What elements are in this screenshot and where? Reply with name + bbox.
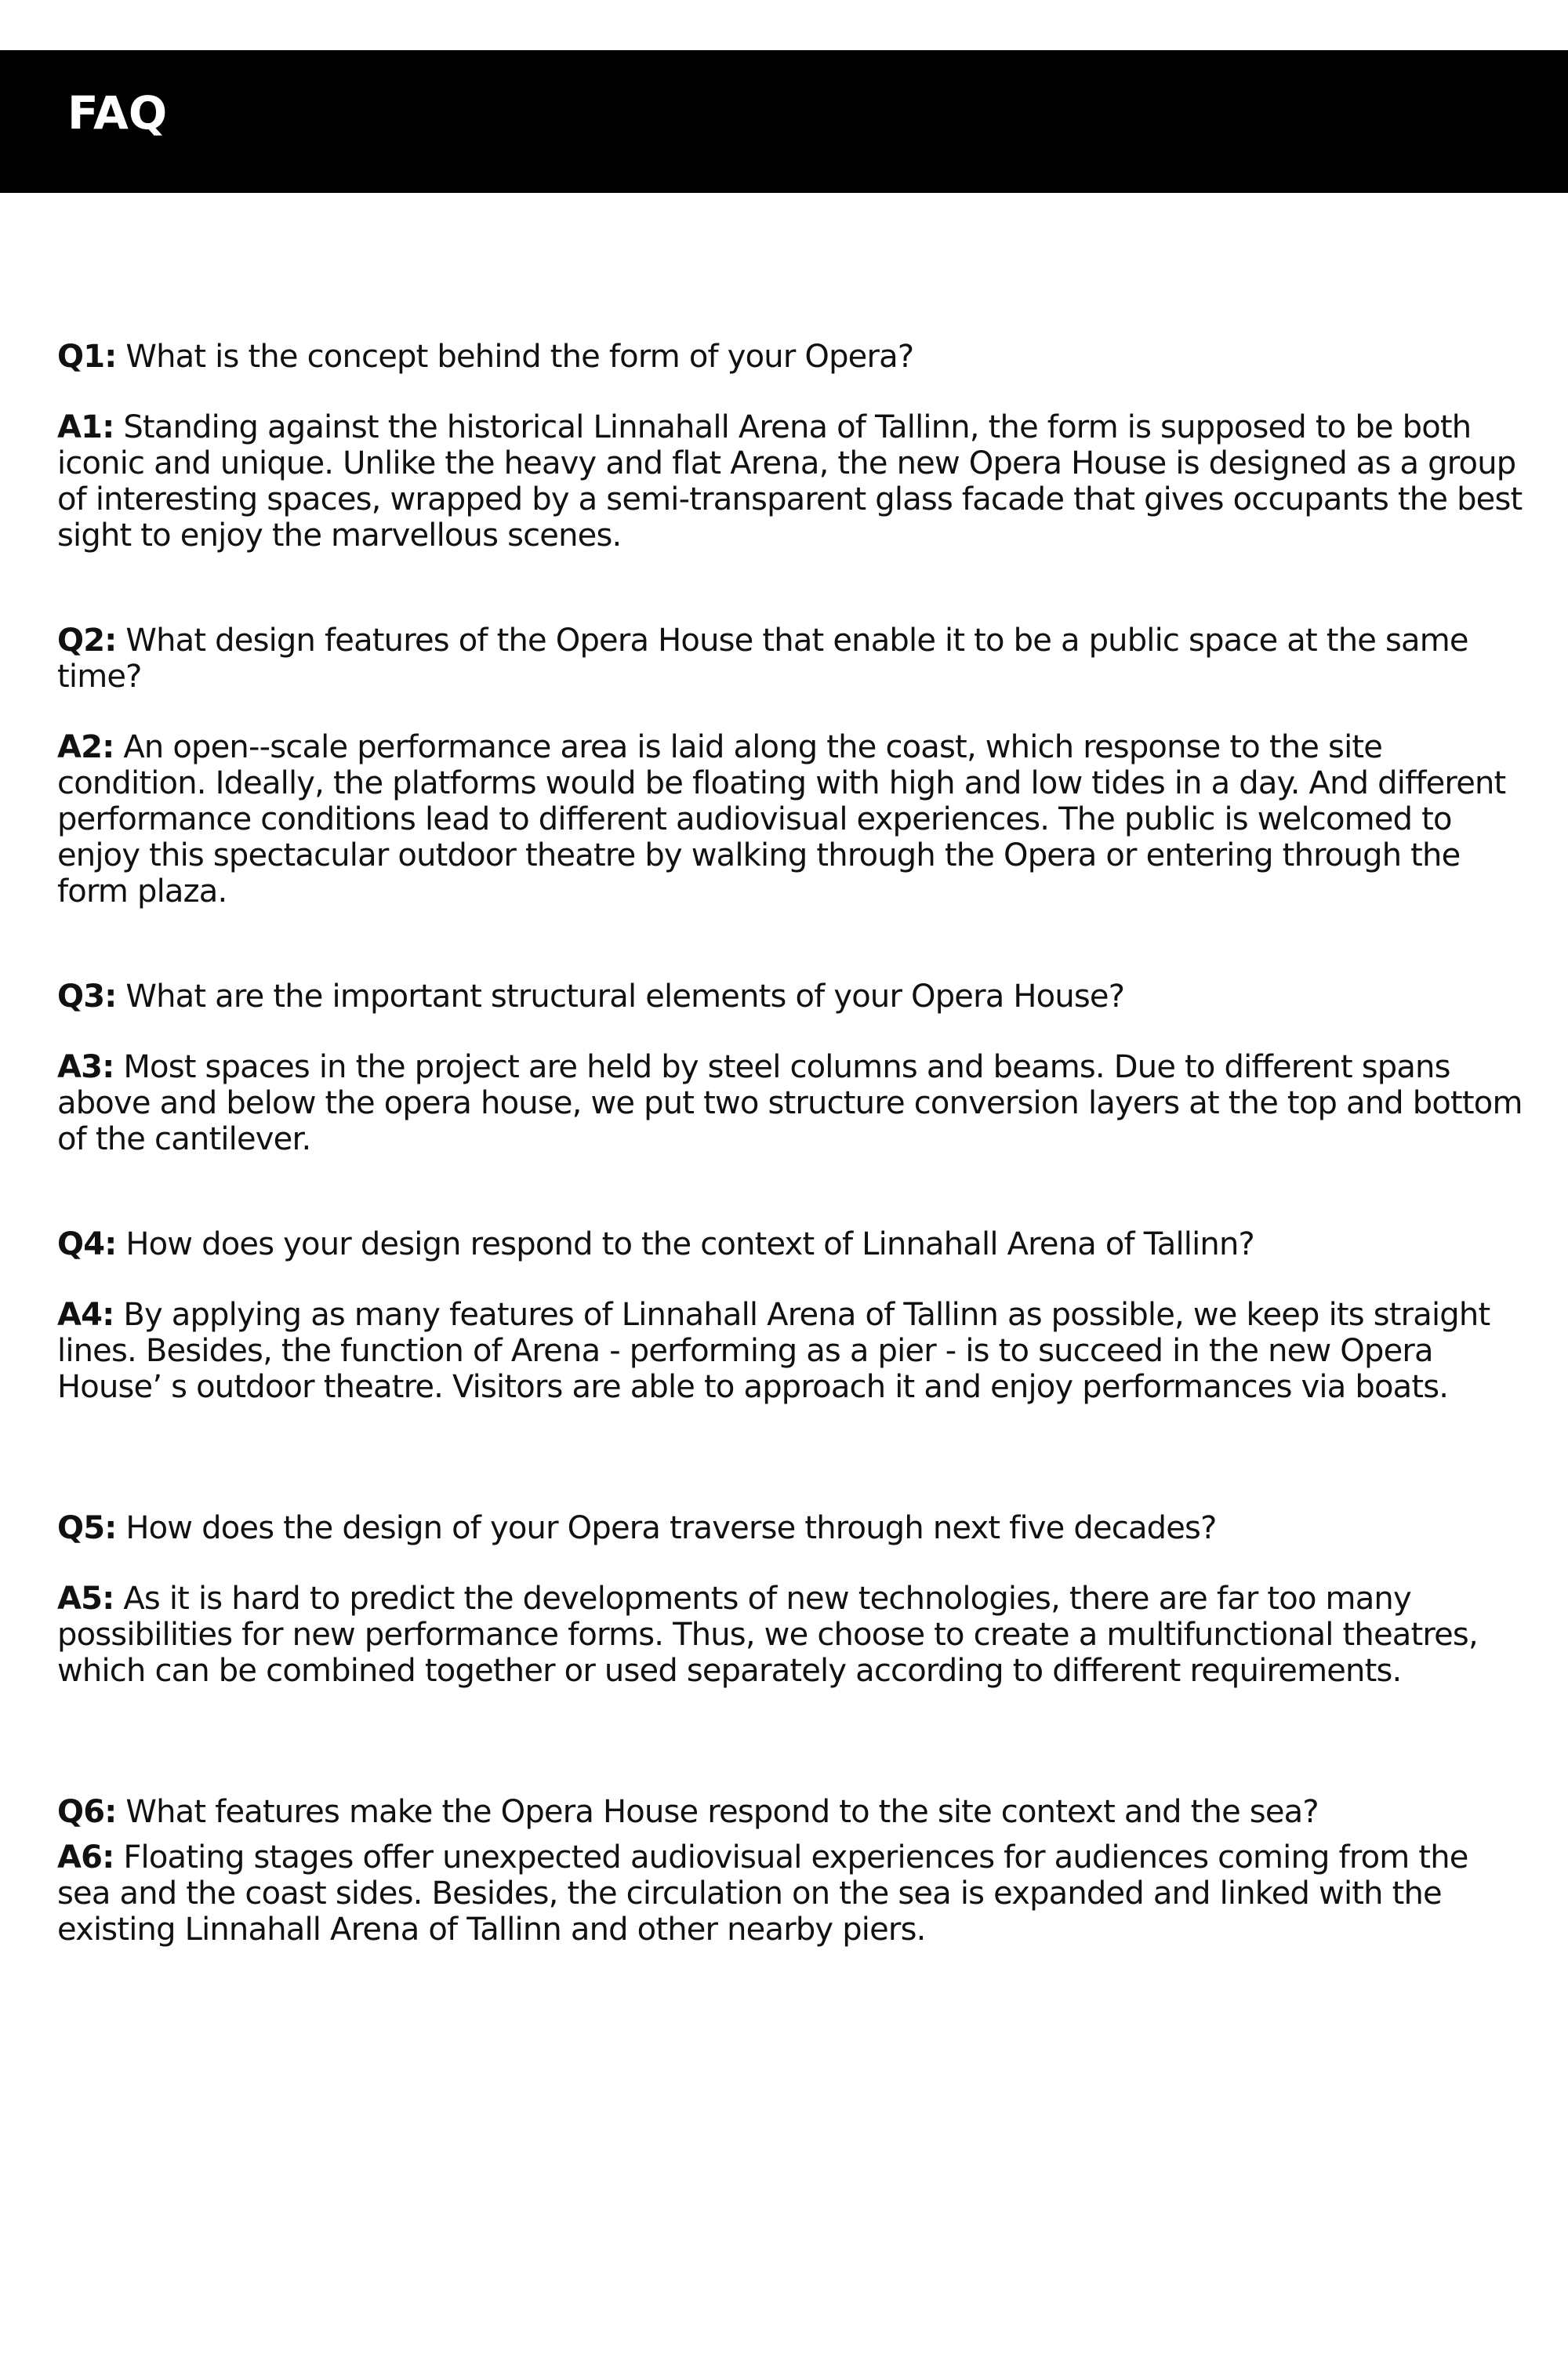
answer-label: A3: (57, 1049, 114, 1085)
answer-label: A5: (57, 1581, 114, 1617)
faq-item (57, 1794, 1523, 1948)
question-text: What is the concept behind the form of your Opera? (125, 339, 914, 375)
answer-label: A2: (57, 729, 114, 765)
faq-answer (57, 409, 1523, 554)
question-label: Q2: (57, 623, 117, 659)
faq-item (57, 1226, 1523, 1405)
answer-text: By applying as many features of Linnahall Arena of Tallinn as possible, we keep its straight lines. Besides, the function of Arena - performing as a pier - is to succeed in the new Opera House’ s outdoor theatre. Visitors are able to approach it and enjoy performances via boats. (57, 1297, 1490, 1405)
faq-answer (57, 1839, 1523, 1948)
faq-question (57, 1510, 1523, 1546)
answer-label: A6: (57, 1839, 114, 1876)
question-label: Q6: (57, 1794, 117, 1830)
question-text: How does the design of your Opera traverse through next five decades? (125, 1510, 1217, 1546)
question-label: Q5: (57, 1510, 117, 1546)
faq-question (57, 1794, 1523, 1830)
question-text: What are the important structural elements of your Opera House? (125, 979, 1125, 1015)
faq-item (57, 623, 1523, 910)
faq-question (57, 623, 1523, 695)
faq-list (57, 339, 1523, 1948)
header-bar (0, 50, 1568, 193)
question-label: Q3: (57, 979, 117, 1015)
answer-text: Floating stages offer unexpected audiovisual experiences for audiences coming from the sea and the coast sides. Besides, the circulation on the sea is expanded and linked with the existing Linnahall Arena of Tallinn and other nearby piers. (57, 1839, 1468, 1948)
faq-question (57, 979, 1523, 1015)
faq-answer (57, 1297, 1523, 1405)
page-title: FAQ (67, 86, 168, 140)
question-text: What features make the Opera House respond to the site context and the sea? (125, 1794, 1319, 1830)
faq-item (57, 979, 1523, 1157)
answer-text: Standing against the historical Linnahall Arena of Tallinn, the form is supposed to be both iconic and unique. Unlike the heavy and flat Arena, the new Opera House is designed as a group of interesting spaces, wrapped by a semi-transparent glass facade that gives occupants the best sight to enjoy the marvellous scenes. (57, 409, 1523, 554)
question-text: What design features of the Opera House that enable it to be a public space at the same time? (57, 623, 1468, 695)
answer-text: An open--scale performance area is laid along the coast, which response to the site condition. Ideally, the platforms would be floating with high and low tides in a day. And different performance conditions lead to different audiovisual experiences. The public is welcomed to enjoy this spectacular outdoor theatre by walking through the Opera or entering through the form plaza. (57, 729, 1506, 910)
answer-label: A1: (57, 409, 114, 445)
answer-text: As it is hard to predict the developments of new technologies, there are far too many possibilities for new performance forms. Thus, we choose to create a multifunctional theatres, which can be combined together or used separately according to different requirements. (57, 1581, 1478, 1689)
faq-answer (57, 1049, 1523, 1157)
question-label: Q1: (57, 339, 117, 375)
faq-question (57, 1226, 1523, 1262)
faq-item (57, 339, 1523, 554)
faq-answer (57, 729, 1523, 910)
faq-answer (57, 1581, 1523, 1689)
question-text: How does your design respond to the context of Linnahall Arena of Tallinn? (125, 1226, 1254, 1262)
question-label: Q4: (57, 1226, 117, 1262)
faq-item (57, 1510, 1523, 1689)
answer-label: A4: (57, 1297, 114, 1333)
faq-question (57, 339, 1523, 375)
answer-text: Most spaces in the project are held by steel columns and beams. Due to different spans above and below the opera house, we put two structure conversion layers at the top and bottom of the cantilever. (57, 1049, 1523, 1157)
